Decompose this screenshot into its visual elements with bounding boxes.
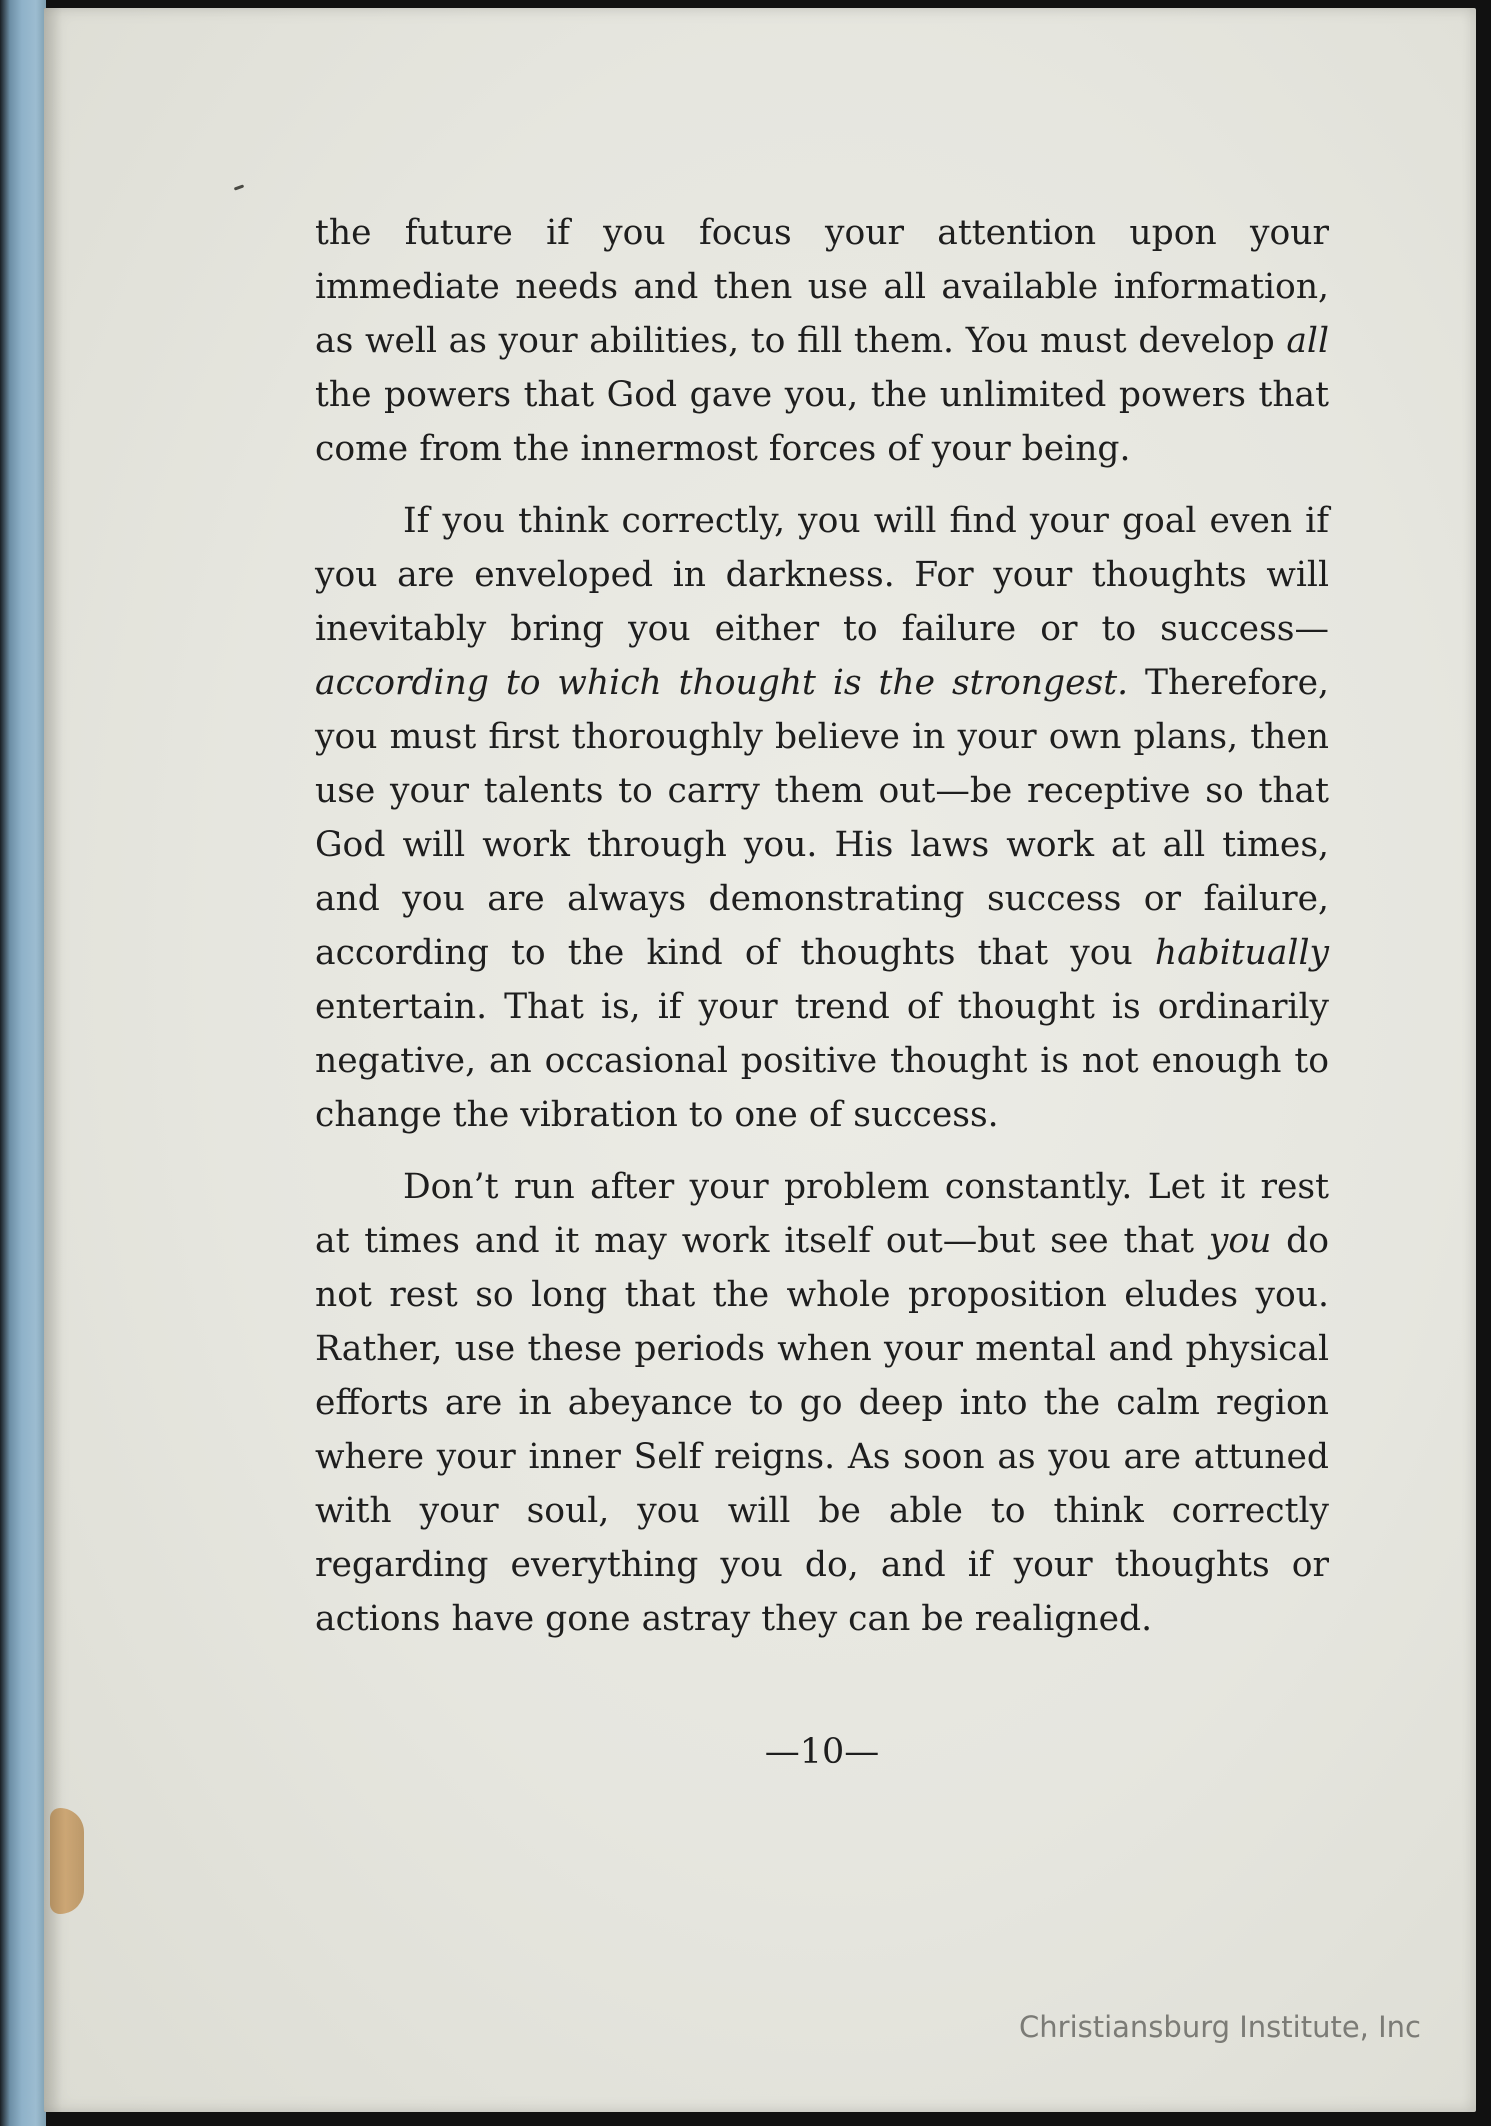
paragraph-3 [315, 1160, 1329, 1646]
paragraph-1-text-1: the future if you focus your attention upon your immediate needs and then use all available information, as well as your abilities, to fill them. You must develop [315, 213, 1329, 361]
blue-cover-edge [0, 0, 46, 2126]
paragraph-2 [315, 494, 1329, 1142]
paragraph-1-text-2: the powers that God gave you, the unlimited powers that come from the innermost forces of your being. [315, 375, 1329, 469]
body-text [315, 206, 1329, 1664]
paragraph-2-text-2: Therefore, you must first thoroughly believe in your own plans, then use your talents to carry them out—be receptive so that God will work through you. His laws work at all times, and you are always demonstrating success or failure, according to the kind of thoughts that you [315, 663, 1329, 973]
page-number: —10— [764, 1732, 880, 1772]
paragraph-1 [315, 206, 1329, 476]
tape-mark [50, 1808, 84, 1914]
paragraph-2-text-1: If you think correctly, you will find your goal even if you are enveloped in darkness. For your thoughts will inevitably bring you either to failure or to success— [315, 501, 1329, 649]
paragraph-3-text-2: do not rest so long that the whole proposition eludes you. Rather, use these periods when your mental and physical efforts are in abeyance to go deep into the calm region where your inner Self reigns. As soon as you are attuned with your soul, you will be able to think correctly regarding everything you do, and if your thoughts or actions have gone astray they can be realigned. [315, 1221, 1329, 1639]
watermark-text: Christiansburg Institute, Inc [1019, 2010, 1421, 2044]
paragraph-3-text-1: Don’t run after your problem constantly. Let it rest at times and it may work itself out—but see that [315, 1167, 1329, 1261]
page-gutter-shadow [44, 8, 62, 2112]
paragraph-2-italic-habitually: habitually [1154, 933, 1329, 973]
paragraph-2-text-3: entertain. That is, if your trend of thought is ordinarily negative, an occasional positive thought is not enough to change the vibration to one of success. [315, 987, 1329, 1135]
paragraph-3-italic-you: you [1208, 1221, 1272, 1261]
paragraph-1-italic-all: all [1286, 321, 1329, 361]
paragraph-2-italic-strongest: according to which thought is the strongest. [315, 663, 1129, 703]
